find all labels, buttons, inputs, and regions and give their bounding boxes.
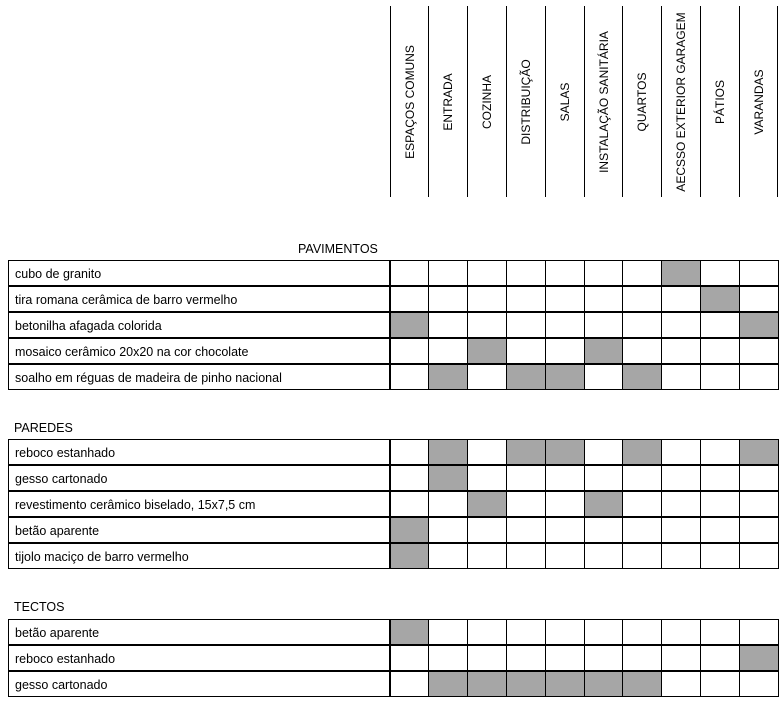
marked-cell xyxy=(467,491,507,517)
empty-cell xyxy=(584,364,623,390)
empty-cell xyxy=(390,260,429,286)
empty-cell xyxy=(700,517,740,543)
empty-cell xyxy=(739,338,779,364)
column-header xyxy=(622,6,661,197)
empty-cell xyxy=(428,543,468,569)
empty-cell xyxy=(622,543,662,569)
empty-cell xyxy=(506,491,546,517)
material-label: reboco estanhado xyxy=(8,439,390,465)
empty-cell xyxy=(739,286,779,312)
empty-cell xyxy=(428,517,468,543)
column-header-label: COZINHA xyxy=(480,74,494,129)
table-row xyxy=(8,260,778,286)
marked-cell xyxy=(390,312,429,338)
marked-cell xyxy=(506,439,546,465)
empty-cell xyxy=(390,338,429,364)
marked-cell xyxy=(739,645,779,671)
empty-cell xyxy=(584,465,623,491)
empty-cell xyxy=(700,465,740,491)
marked-cell xyxy=(584,671,623,697)
empty-cell xyxy=(390,645,429,671)
empty-cell xyxy=(661,439,701,465)
empty-cell xyxy=(428,491,468,517)
section-title: PAVIMENTOS xyxy=(298,242,378,256)
empty-cell xyxy=(545,286,585,312)
empty-cell xyxy=(428,338,468,364)
table-row xyxy=(8,465,778,491)
column-header xyxy=(739,6,778,197)
empty-cell xyxy=(739,465,779,491)
empty-cell xyxy=(622,517,662,543)
column-header-label: ESPAÇOS COMUNS xyxy=(402,44,417,159)
material-label: cubo de granito xyxy=(8,260,390,286)
column-header xyxy=(506,6,545,197)
empty-cell xyxy=(506,645,546,671)
empty-cell xyxy=(467,543,507,569)
empty-cell xyxy=(467,312,507,338)
empty-cell xyxy=(584,543,623,569)
empty-cell xyxy=(700,543,740,569)
marked-cell xyxy=(700,286,740,312)
table-row xyxy=(8,671,778,697)
marked-cell xyxy=(428,671,468,697)
column-header xyxy=(545,6,584,197)
empty-cell xyxy=(584,517,623,543)
material-label: tijolo maciço de barro vermelho xyxy=(8,543,390,569)
empty-cell xyxy=(700,619,740,645)
table-row xyxy=(8,517,778,543)
empty-cell xyxy=(545,645,585,671)
marked-cell xyxy=(390,543,429,569)
empty-cell xyxy=(467,517,507,543)
marked-cell xyxy=(506,364,546,390)
column-header-label: ENTRADA xyxy=(441,72,455,131)
empty-cell xyxy=(700,364,740,390)
material-label: gesso cartonado xyxy=(8,671,390,697)
material-label: mosaico cerâmico 20x20 na cor chocolate xyxy=(8,338,390,364)
marked-cell xyxy=(584,338,623,364)
empty-cell xyxy=(467,465,507,491)
empty-cell xyxy=(622,338,662,364)
empty-cell xyxy=(467,645,507,671)
empty-cell xyxy=(584,439,623,465)
empty-cell xyxy=(700,439,740,465)
table-row xyxy=(8,312,778,338)
empty-cell xyxy=(661,619,701,645)
empty-cell xyxy=(390,491,429,517)
empty-cell xyxy=(622,465,662,491)
empty-cell xyxy=(661,491,701,517)
empty-cell xyxy=(467,619,507,645)
empty-cell xyxy=(661,286,701,312)
marked-cell xyxy=(622,671,662,697)
empty-cell xyxy=(545,619,585,645)
empty-cell xyxy=(545,465,585,491)
marked-cell xyxy=(545,364,585,390)
empty-cell xyxy=(700,491,740,517)
empty-cell xyxy=(467,260,507,286)
column-header-label: DISTRIBUIÇÃO xyxy=(519,58,533,145)
empty-cell xyxy=(739,619,779,645)
empty-cell xyxy=(428,260,468,286)
empty-cell xyxy=(584,260,623,286)
section-title: PAREDES xyxy=(14,421,73,435)
column-header xyxy=(661,6,700,197)
empty-cell xyxy=(622,619,662,645)
empty-cell xyxy=(622,312,662,338)
empty-cell xyxy=(467,286,507,312)
empty-cell xyxy=(545,491,585,517)
empty-cell xyxy=(545,338,585,364)
marked-cell xyxy=(467,671,507,697)
marked-cell xyxy=(622,439,662,465)
material-label: reboco estanhado xyxy=(8,645,390,671)
column-header xyxy=(390,6,428,197)
marked-cell xyxy=(428,364,468,390)
empty-cell xyxy=(661,465,701,491)
empty-cell xyxy=(739,364,779,390)
material-label: gesso cartonado xyxy=(8,465,390,491)
empty-cell xyxy=(661,645,701,671)
table-row xyxy=(8,645,778,671)
empty-cell xyxy=(584,619,623,645)
empty-cell xyxy=(622,645,662,671)
empty-cell xyxy=(739,671,779,697)
empty-cell xyxy=(700,338,740,364)
marked-cell xyxy=(390,619,429,645)
empty-cell xyxy=(661,364,701,390)
table-row xyxy=(8,543,778,569)
empty-cell xyxy=(506,619,546,645)
empty-cell xyxy=(545,312,585,338)
table-row xyxy=(8,491,778,517)
marked-cell xyxy=(428,465,468,491)
empty-cell xyxy=(506,286,546,312)
table-row xyxy=(8,364,778,390)
section-title: TECTOS xyxy=(14,600,65,614)
table-row xyxy=(8,338,778,364)
empty-cell xyxy=(506,543,546,569)
empty-cell xyxy=(390,465,429,491)
material-label: tira romana cerâmica de barro vermelho xyxy=(8,286,390,312)
empty-cell xyxy=(545,543,585,569)
empty-cell xyxy=(506,312,546,338)
column-header-label: INSTALAÇÃO SANITÁRIA xyxy=(596,30,611,173)
column-header xyxy=(700,6,739,197)
empty-cell xyxy=(661,338,701,364)
marked-cell xyxy=(467,338,507,364)
empty-cell xyxy=(661,543,701,569)
empty-cell xyxy=(700,260,740,286)
empty-cell xyxy=(545,517,585,543)
empty-cell xyxy=(506,260,546,286)
empty-cell xyxy=(739,543,779,569)
empty-cell xyxy=(661,312,701,338)
marked-cell xyxy=(661,260,701,286)
material-label: betão aparente xyxy=(8,517,390,543)
empty-cell xyxy=(390,364,429,390)
empty-cell xyxy=(700,312,740,338)
empty-cell xyxy=(506,338,546,364)
table-row xyxy=(8,619,778,645)
empty-cell xyxy=(739,517,779,543)
empty-cell xyxy=(467,439,507,465)
column-header xyxy=(428,6,467,197)
column-header-label: SALAS xyxy=(558,82,572,121)
empty-cell xyxy=(661,517,701,543)
empty-cell xyxy=(390,286,429,312)
empty-cell xyxy=(739,260,779,286)
column-header xyxy=(584,6,622,197)
material-label: soalho em réguas de madeira de pinho nacional xyxy=(8,364,390,390)
empty-cell xyxy=(584,312,623,338)
empty-cell xyxy=(622,491,662,517)
marked-cell xyxy=(506,671,546,697)
marked-cell xyxy=(584,491,623,517)
empty-cell xyxy=(428,312,468,338)
empty-cell xyxy=(661,671,701,697)
empty-cell xyxy=(506,465,546,491)
empty-cell xyxy=(390,671,429,697)
material-label: betão aparente xyxy=(8,619,390,645)
empty-cell xyxy=(700,671,740,697)
empty-cell xyxy=(506,517,546,543)
marked-cell xyxy=(390,517,429,543)
empty-cell xyxy=(700,645,740,671)
empty-cell xyxy=(584,645,623,671)
material-label: betonilha afagada colorida xyxy=(8,312,390,338)
empty-cell xyxy=(428,286,468,312)
column-header-label: PÁTIOS xyxy=(713,79,727,124)
marked-cell xyxy=(622,364,662,390)
marked-cell xyxy=(739,312,779,338)
column-header xyxy=(467,6,506,197)
column-header-label: QUARTOS xyxy=(635,72,649,131)
marked-cell xyxy=(428,439,468,465)
column-header-label: AECSSO EXTERIOR GARAGEM xyxy=(674,11,688,192)
marked-cell xyxy=(545,439,585,465)
empty-cell xyxy=(622,286,662,312)
empty-cell xyxy=(622,260,662,286)
empty-cell xyxy=(739,491,779,517)
empty-cell xyxy=(390,439,429,465)
empty-cell xyxy=(545,260,585,286)
table-row xyxy=(8,439,778,465)
table-row xyxy=(8,286,778,312)
material-label: revestimento cerâmico biselado, 15x7,5 cm xyxy=(8,491,390,517)
empty-cell xyxy=(584,286,623,312)
empty-cell xyxy=(428,645,468,671)
empty-cell xyxy=(467,364,507,390)
marked-cell xyxy=(739,439,779,465)
column-header-label: VARANDAS xyxy=(751,68,766,135)
empty-cell xyxy=(428,619,468,645)
marked-cell xyxy=(545,671,585,697)
